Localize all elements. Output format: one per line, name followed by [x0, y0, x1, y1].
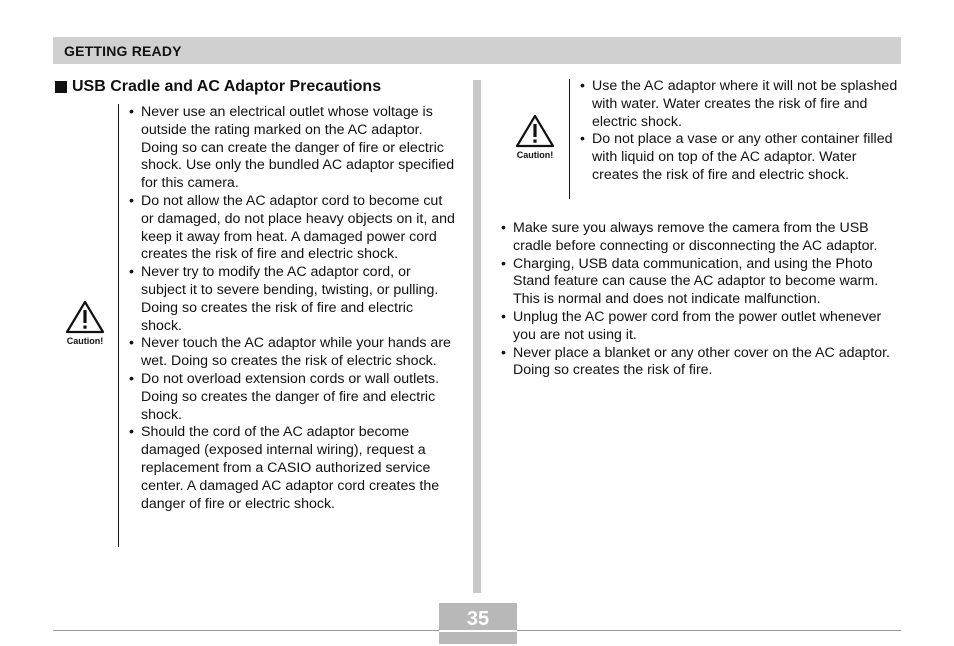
list-item: • Do not allow the AC adaptor cord to become cut or damaged, do not place heavy objects on it, and keep it away from heat. A damaged power cord creates the risk of fire and electric shock. [129, 193, 457, 264]
left-caution-list [129, 104, 457, 513]
caution-rule-right [569, 79, 570, 199]
square-bullet-icon [55, 81, 67, 93]
list-item: • Never touch the AC adaptor while your hands are wet. Doing so creates the risk of electric shock. [129, 335, 457, 371]
warning-triangle-icon [65, 300, 105, 334]
caution-label: Caution! [516, 150, 554, 160]
right-notes-list [501, 220, 901, 380]
page-number-box [439, 603, 517, 644]
list-item: • Make sure you always remove the camera from the USB cradle before connecting or disconnecting the AC adaptor. [501, 220, 901, 256]
page-number-stripe [439, 630, 517, 632]
caution-symbol-left [55, 300, 115, 346]
caution-label: Caution! [66, 336, 104, 346]
list-item: • Do not overload extension cords or wall outlets. Doing so creates the danger of fire and electric shock. [129, 371, 457, 424]
list-item: • Use the AC adaptor where it will not be splashed with water. Water creates the risk of fire and electric shock. [580, 78, 902, 131]
section-title: USB Cradle and AC Adaptor Precautions [72, 78, 382, 95]
warning-triangle-icon [515, 114, 555, 148]
header-bar [53, 37, 901, 64]
section-heading [55, 78, 381, 96]
list-item: • Never use an electrical outlet whose voltage is outside the rating marked on the AC adaptor. Doing so can create the danger of fire or electric shock. Use only the bundled AC adaptor specified for this camera. [129, 104, 457, 193]
list-item: • Do not place a vase or any other container filled with liquid on top of the AC adaptor. Water creates the risk of fire and electric shock. [580, 131, 902, 184]
caution-symbol-right [505, 114, 565, 160]
page-number: 35 [466, 608, 490, 630]
header-title: GETTING READY [64, 43, 182, 59]
list-item: • Unplug the AC power cord from the power outlet whenever you are not using it. [501, 309, 901, 345]
list-item: • Should the cord of the AC adaptor become damaged (exposed internal wiring), request a replacement from a CASIO authorized service center. A damaged AC adaptor cord creates the danger of fire or electric shock. [129, 424, 457, 513]
column-divider [473, 80, 481, 593]
list-item: • Never try to modify the AC adaptor cord, or subject it to severe bending, twisting, or pulling. Doing so creates the risk of fire and electric shock. [129, 264, 457, 335]
right-caution-list [580, 78, 902, 185]
list-item: • Never place a blanket or any other cover on the AC adaptor. Doing so creates the risk of fire. [501, 345, 901, 381]
caution-rule-left [118, 104, 119, 547]
list-item: • Charging, USB data communication, and using the Photo Stand feature can cause the AC adaptor to become warm. This is normal and does not indicate malfunction. [501, 256, 901, 309]
